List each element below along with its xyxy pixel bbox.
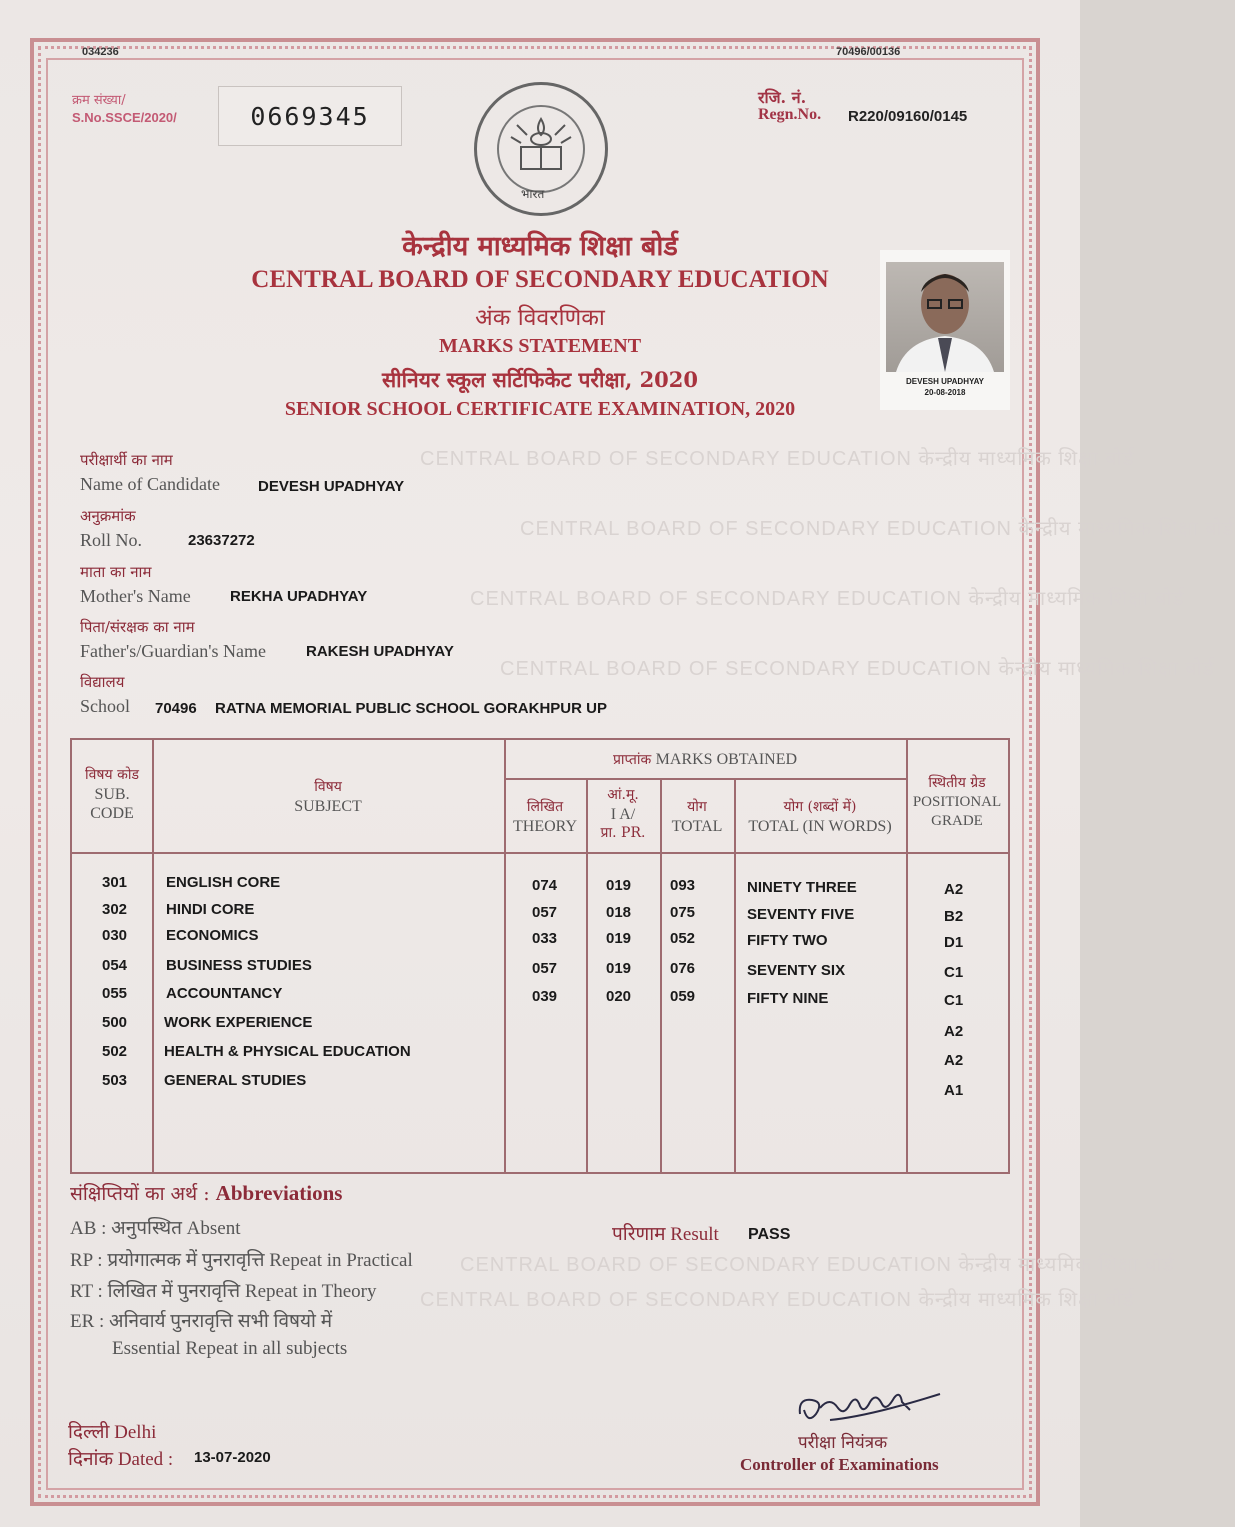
serial-number-box (218, 86, 402, 146)
row-theory: 057 (532, 960, 558, 977)
row-ia: 020 (606, 988, 632, 1005)
row-total: 052 (670, 930, 696, 947)
row-subject: ECONOMICS (166, 927, 259, 944)
issue-date: 13-07-2020 (194, 1449, 271, 1466)
mother-label-hi: माता का नाम (80, 563, 152, 581)
row-grade: A2 (944, 1023, 964, 1040)
roll-label-hi: अनुक्रमांक (80, 507, 136, 525)
row-subject: ACCOUNTANCY (166, 985, 283, 1002)
header-ia: आं.मू. I A/ प्रा. PR. (600, 787, 646, 841)
emblem-text: भारत (521, 187, 545, 201)
father-label-en: Father's/Guardian's Name (80, 641, 266, 661)
father-name: RAKESH UPADHYAY (306, 643, 454, 660)
row-theory: 074 (532, 877, 558, 894)
row-total: 075 (670, 904, 696, 921)
person-portrait-icon (886, 262, 1004, 372)
watermark-line: CENTRAL BOARD OF SECONDARY EDUCATION केन्द्रीय माध्यमिक शिक्षा बोर्ड (420, 448, 1135, 470)
photo-image (886, 262, 1004, 372)
row-subject: ENGLISH CORE (166, 874, 281, 891)
row-grade: A2 (944, 881, 964, 898)
row-code: 502 (102, 1043, 128, 1060)
row-words: SEVENTY SIX (747, 962, 846, 979)
regn-number: R220/09160/0145 (848, 108, 968, 125)
photo-caption-name: DEVESH UPADHYAY (906, 377, 984, 386)
row-grade: A1 (944, 1082, 964, 1099)
row-ia: 019 (606, 930, 632, 947)
school-name: RATNA MEMORIAL PUBLIC SCHOOL GORAKHPUR UP (215, 700, 607, 717)
roll-label-en: Roll No. (80, 530, 143, 550)
mother-name: REKHA UPADHYAY (230, 588, 368, 605)
statement-title-hi: अंक विवरणिका (475, 305, 605, 331)
row-subject: HINDI CORE (166, 901, 255, 918)
header-code: विषय कोड SUB. CODE (85, 767, 139, 822)
row-words: SEVENTY FIVE (747, 906, 855, 923)
top-left-number: 034236 (82, 46, 119, 58)
school-label-en: School (80, 696, 131, 716)
regn-label-hi: रजि. नं. (758, 88, 807, 107)
row-grade: B2 (944, 908, 964, 925)
dated-label: दिनांक Dated : (68, 1449, 174, 1470)
row-words: FIFTY NINE (747, 990, 829, 1007)
row-total: 093 (670, 877, 696, 894)
row-grade: D1 (944, 934, 964, 951)
signature-icon (790, 1380, 950, 1430)
header-total: योग TOTAL (671, 799, 723, 835)
row-ia: 019 (606, 960, 632, 977)
abbr-essential-repeat: ER : अनिवार्य पुनरावृत्ति सभी विषयो में (70, 1311, 333, 1332)
exam-title-hi: सीनियर स्कूल सर्टिफिकेट परीक्षा, 2020 (381, 367, 699, 392)
candidate-name: DEVESH UPADHYAY (258, 478, 405, 495)
row-total: 059 (670, 988, 696, 1005)
place: दिल्ली Delhi (68, 1422, 157, 1443)
row-total: 076 (670, 960, 696, 977)
header-total-words: योग (शब्दों में) TOTAL (IN WORDS) (748, 799, 892, 835)
row-subject: BUSINESS STUDIES (166, 957, 312, 974)
watermark-line: CENTRAL BOARD OF SECONDARY EDUCATION केन्द्रीय माध्यमिक शिक्षा बोर्ड (520, 518, 1235, 540)
row-ia: 019 (606, 877, 632, 894)
candidate-photo (880, 250, 1010, 410)
cbse-emblem-seal (474, 82, 608, 216)
row-theory: 039 (532, 988, 558, 1005)
serial-label-hi: क्रम संख्या/ (72, 93, 126, 108)
exam-title-en: SENIOR SCHOOL CERTIFICATE EXAMINATION, 2020 (284, 398, 796, 420)
board-title-hi: केन्द्रीय माध्यमिक शिक्षा बोर्ड (402, 231, 678, 262)
row-grade: C1 (944, 992, 964, 1009)
controller-label-en: Controller of Examinations (740, 1455, 939, 1474)
row-theory: 057 (532, 904, 558, 921)
result-label: परिणाम Result (612, 1224, 719, 1245)
row-words: FIFTY TWO (747, 932, 828, 949)
row-code: 500 (102, 1014, 128, 1031)
statement-title-en: MARKS STATEMENT (438, 335, 642, 357)
name-label-en: Name of Candidate (80, 474, 220, 494)
row-ia: 018 (606, 904, 632, 921)
roll-number: 23637272 (188, 532, 255, 549)
regn-label-en: Regn.No. (758, 106, 822, 123)
header-subject: विषय SUBJECT (294, 779, 362, 815)
header-grade: स्थितीय ग्रेड POSITIONAL GRADE (912, 775, 1002, 829)
row-words: NINETY THREE (747, 879, 857, 896)
abbr-essential-repeat-en: Essential Repeat in all subjects (112, 1338, 348, 1359)
watermark-line: CENTRAL BOARD OF SECONDARY EDUCATION केन्द्रीय माध्यमिक शिक्षा बोर्ड (420, 1289, 1135, 1311)
name-label-hi: परीक्षार्थी का नाम (80, 451, 173, 469)
board-title-en: CENTRAL BOARD OF SECONDARY EDUCATION (251, 266, 829, 293)
abbr-absent: AB : अनुपस्थित Absent (70, 1218, 241, 1239)
row-subject: HEALTH & PHYSICAL EDUCATION (164, 1043, 411, 1060)
header-marks-obtained: प्राप्तांक MARKS OBTAINED (612, 751, 798, 768)
row-code: 302 (102, 901, 128, 918)
school-code: 70496 (155, 700, 197, 717)
row-code: 301 (102, 874, 128, 891)
watermark-line: CENTRAL BOARD OF SECONDARY EDUCATION केन्द्रीय माध्यमिक शिक्षा बोर्ड (500, 658, 1215, 680)
photo-caption-date: 20-08-2018 (924, 388, 966, 397)
mother-label-en: Mother's Name (80, 586, 191, 606)
row-code: 030 (102, 927, 128, 944)
father-label-hi: पिता/संरक्षक का नाम (80, 618, 195, 636)
marks-table (70, 738, 1010, 1174)
row-subject: GENERAL STUDIES (164, 1072, 307, 1089)
row-subject: WORK EXPERIENCE (164, 1014, 313, 1031)
school-label-hi: विद्यालय (80, 673, 125, 691)
watermark-line: CENTRAL BOARD OF SECONDARY EDUCATION केन्द्रीय माध्यमिक शिक्षा बोर्ड (470, 588, 1185, 610)
abbr-repeat-theory: RT : लिखित में पुनरावृत्ति Repeat in Theory (70, 1281, 377, 1302)
abbr-repeat-practical: RP : प्रयोगात्मक में पुनरावृत्ति Repeat in Practical (70, 1250, 413, 1271)
header-theory: लिखित THEORY (513, 799, 577, 835)
row-grade: C1 (944, 964, 964, 981)
row-grade: A2 (944, 1052, 964, 1069)
row-code: 055 (102, 985, 128, 1002)
result-value: PASS (748, 1226, 791, 1243)
top-right-number: 70496/00136 (836, 46, 901, 58)
serial-label-en: S.No.SSCE/2020/ (72, 110, 177, 125)
book-lamp-icon (499, 107, 583, 191)
abbreviations-heading: संक्षिप्तियों का अर्थ : Abbreviations (70, 1181, 343, 1205)
controller-label-hi: परीक्षा नियंत्रक (798, 1433, 888, 1453)
row-code: 503 (102, 1072, 128, 1089)
watermark-line: CENTRAL BOARD OF SECONDARY EDUCATION केन्द्रीय माध्यमिक शिक्षा बोर्ड (460, 1254, 1175, 1276)
row-theory: 033 (532, 930, 558, 947)
serial-number: 0669345 (250, 101, 370, 131)
row-code: 054 (102, 957, 128, 974)
